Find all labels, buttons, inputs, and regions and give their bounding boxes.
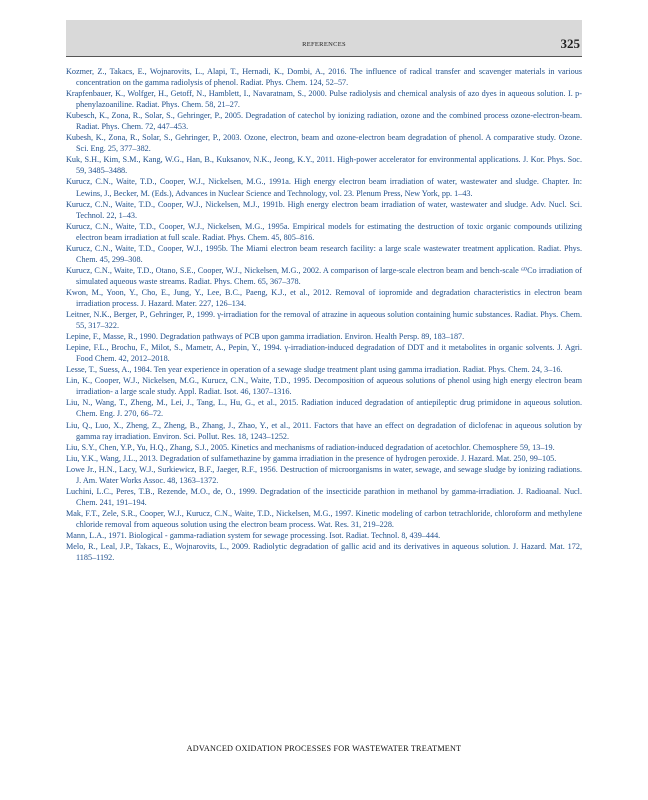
reference-entry[interactable]: Kwon, M., Yoon, Y., Cho, E., Jung, Y., Lee, B.C., Paeng, K.J., et al., 2012. Removal of iopromide and degradation characteristics in electron beam irradiation process. J. Hazard. Mater. 227, 126–134. <box>66 287 582 308</box>
reference-entry[interactable]: Mak, F.T., Zele, S.R., Cooper, W.J., Kurucz, C.N., Waite, T.D., Nickelsen, M.G., 1997. Kinetic modeling of carbon tetrachloride, chloroform and methylene chloride removal from aqueous solution using the electron beam process. Wat. Res. 31, 219–228. <box>66 508 582 529</box>
reference-entry[interactable]: Mann, L.A., 1971. Biological - gamma-radiation system for sewage processing. Isot. Radiat. Technol. 8, 439–444. <box>66 530 441 540</box>
reference-entry[interactable]: Liu, N., Wang, T., Zheng, M., Lei, J., Tang, L., Hu, G., et al., 2015. Radiation induced degradation of antiepileptic drug primidone in aqueous solution. Chem. Eng. J. 270, 66–72. <box>66 398 582 419</box>
reference-entry[interactable]: Liu, S.Y., Chen, Y.P., Yu, H.Q., Zhang, S.J., 2005. Kinetics and mechanisms of radiation-induced degradation of acetochlor. Chemosphere 59, 13–19. <box>66 442 555 452</box>
reference-entry[interactable]: Lesse, T., Suess, A., 1984. Ten year experience in operation of a sewage sludge treatment plant using gamma irradiation. Radiat. Phys. Chem. 24, 3–16. <box>66 365 563 375</box>
reference-entry[interactable]: Kozmer, Z., Takacs, E., Wojnarovits, L., Alapi, T., Hernadi, K., Dombi, A., 2016. The influence of radical transfer and scavenger materials in various concentration on the gamma radiolysis of phenol. Radiat. Phys. Chem. 124, 52–57. <box>66 67 582 88</box>
reference-entry[interactable]: Liu, Y.K., Wang, J.L., 2013. Degradation of sulfamethazine by gamma irradiation in the presence of hydrogen peroxide. J. Hazard. Mat. 250, 99–105. <box>66 453 557 463</box>
header-rule <box>66 56 582 57</box>
reference-entry[interactable]: Krapfenbauer, K., Wolfger, H., Getoff, N., Hamblett, I., Navaratnam, S., 2000. Pulse radiolysis and chemical analysis of azo dyes in aqueous solution. I. p-phenylazoaniline. Radiat. Phys. Chem. 58, 21–27. <box>66 89 582 110</box>
reference-entry[interactable]: Lepine, F.L., Brochu, F., Milot, S., Mametr, A., Pepin, Y., 1994. γ-irradiation-induced degradation of DDT and it metabolites in organic solvents. J. Agri. Food Chem. 42, 2012–2018. <box>66 343 582 364</box>
reference-entry[interactable]: Lepine, F., Masse, R., 1990. Degradation pathways of PCB upon gamma irradiation. Environ. Health Persp. 89, 183–187. <box>66 332 465 342</box>
reference-entry[interactable]: Kurucz, C.N., Waite, T.D., Cooper, W.J., Nickelsen, M.G., 1991a. High energy electron beam irradiation of water, wastewater and sludge. Chapter. In: Lewins, J., Becker, M. (Eds.), Advances in Nuclear Science and Technology, vol. 23. Plenum Press, New York, pp. 1–43. <box>66 177 582 198</box>
reference-entry[interactable]: Melo, R., Leal, J.P., Takacs, E., Wojnarovits, L., 2009. Radiolytic degradation of gallic acid and its derivatives in aqueous solution. J. Hazard. Mat. 172, 1185–1192. <box>66 542 582 563</box>
reference-entry[interactable]: Kurucz, C.N., Waite, T.D., Cooper, W.J., 1995b. The Miami electron beam research facility: a large scale wastewater treatment application. Radiat. Phys. Chem. 45, 299–308. <box>66 243 582 264</box>
reference-entry[interactable]: Kurucz, C.N., Waite, T.D., Cooper, W.J., Nickelsen, M.J., 1991b. High energy electron beam irradiation of water, wastewater and sludge. Adv. Nucl. Sci. Technol. 22, 1–43. <box>66 199 582 220</box>
reference-entry[interactable]: Lowe Jr., H.N., Lacy, W.J., Surkiewicz, B.F., Jaeger, R.F., 1956. Destruction of microorganisms in water, sewage, and sewage sludge by ionizing radiations. J. Am. Water Works Assoc. 48, 1363–1372. <box>66 464 582 485</box>
reference-list <box>66 66 582 563</box>
reference-entry[interactable]: Luchini, L.C., Peres, T.B., Rezende, M.O., de, O., 1999. Degradation of the insecticide parathion in methanol by gamma-irradiation. J. Radioanal. Nucl. Chem. 241, 191–194. <box>66 486 582 507</box>
reference-entry[interactable]: Lin, K., Cooper, W.J., Nickelsen, M.G., Kurucz, C.N., Waite, T.D., 1995. Decomposition of aqueous solutions of phenol using high energy electron beam irradiation- a large scale study. Appl. Radiat. Isot. 46, 1307–1316. <box>66 376 582 397</box>
reference-entry[interactable]: Leitner, N.K., Berger, P., Gehringer, P., 1999. γ-irradiation for the removal of atrazine in aqueous solution containing humic substances. Radiat. Phys. Chem. 55, 317–322. <box>66 310 582 331</box>
reference-entry[interactable]: Kubesch, K., Zona, R., Solar, S., Gehringer, P., 2005. Degradation of catechol by ionizing radiation, ozone and the combined process ozone-electron-beam. Radiat. Phys. Chem. 72, 447–453. <box>66 111 582 132</box>
page-number: 325 <box>560 36 580 51</box>
reference-entry[interactable]: Liu, Q., Luo, X., Zheng, Z., Zheng, B., Zhang, J., Zhao, Y., et al., 2011. Factors that have an effect on degradation of diclofenac in aqueous solution by gamma ray irradiation. Environ. Sci. Pollut. Res. 18, 1243–1252. <box>66 420 582 441</box>
running-head: REFERENCES <box>302 41 346 48</box>
reference-entry[interactable]: Kurucz, C.N., Waite, T.D., Otano, S.E., Cooper, W.J., Nickelsen, M.G., 2002. A comparison of large-scale electron beam and bench-scale ⁶⁰Co irradiation of simulated aqueous waste streams. Radiat. Phys. Chem. 65, 367–378. <box>66 265 582 286</box>
reference-entry[interactable]: Kubesh, K., Zona, R., Solar, S., Gehringer, P., 2003. Ozone, electron, beam and ozone-electron beam degradation of phenol. A comparative study. Ozone. Sci. Eng. 25, 377–382. <box>66 133 582 154</box>
footer-book-title: ADVANCED OXIDATION PROCESSES FOR WASTEWATER TREATMENT <box>186 744 462 753</box>
reference-entry[interactable]: Kuk, S.H., Kim, S.M., Kang, W.G., Han, B., Kuksanov, N.K., Jeong, K.Y., 2011. High-power accelerator for environmental applications. J. Kor. Phys. Soc. 59, 3485–3488. <box>66 155 582 176</box>
reference-entry[interactable]: Kurucz, C.N., Waite, T.D., Cooper, W.J., Nickelsen, M.G., 1995a. Empirical models for estimating the destruction of toxic organic compounds utilizing electron beam irradiation at full scale. Radiat. Phys. Chem. 45, 805–816. <box>66 221 582 242</box>
